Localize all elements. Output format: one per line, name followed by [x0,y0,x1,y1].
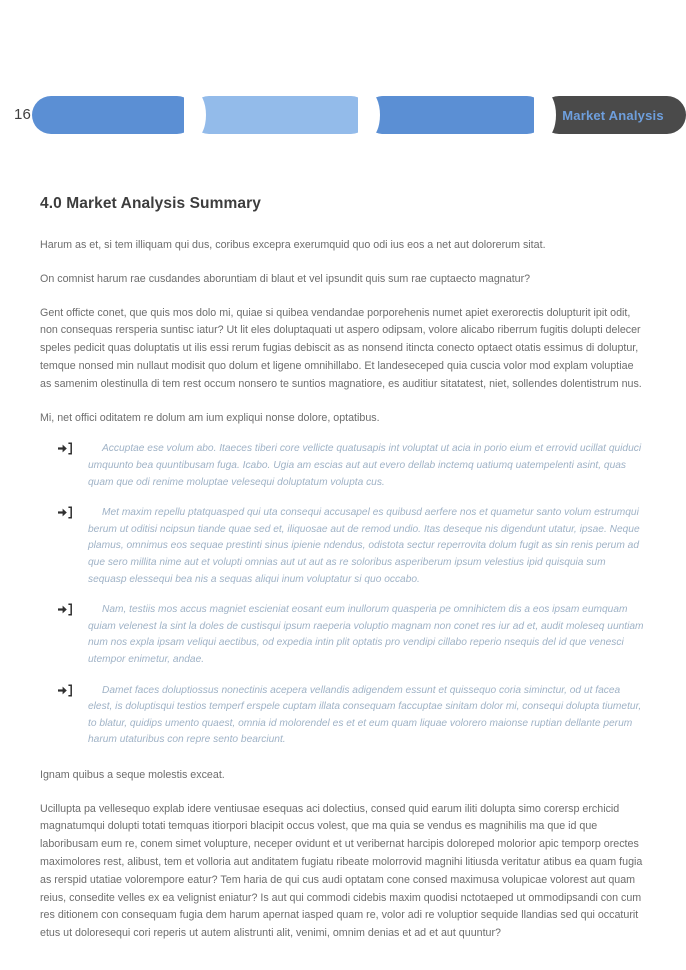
intro-paragraph-2: On comnist harum rae cusdandes aboruntiam di blaut et vel ipsundit quis sum rae cuptaecto magnatur? [40,272,531,285]
list-item [40,602,646,668]
list-item [40,441,646,491]
intro-paragraph-4: Mi, net offici oditatem re dolum am ium expliqui nonse dolore, optatibus. [40,411,380,424]
chevron-segment-4-active [540,96,686,134]
list-item [40,683,646,749]
document-content [40,195,646,959]
page-title: 4.0 Market Analysis Summary [40,195,261,212]
chevron-segment-3 [364,96,546,134]
chevron-notch-3 [534,92,556,138]
list-item-text: Damet faces doluptiossus nonectinis acepera vellandis adigendem essunt et quissequo coria siminctur, od ut facea elest, is doluptisqui testios temperf erspele cuptam illata consequam faccuptae sinitam dolor mi, consequi dolupta tiumetur, to blatur, quidips umento quaest, omnia id molorendel es et et eum quam liquae volorero maionse ruptian dellante perum harum utaturibus con repre sento bearciunt. [88,684,642,746]
page-number: 16 [14,106,32,123]
arrow-into-bracket-icon [58,603,72,616]
chevron-notch-1 [184,92,206,138]
list-item-text: Accuptae ese volum abo. Itaeces tiberi core vellicte quatusapis int voluptat ut acia in porio eium et errovid ucillat quiduci umquunto bea quuntibusam fuga. Icabo. Ugia am escias aut aut evero dellab inctemq uatiumq uatempelenti asint, quas quam que odi renime moluptae velesequi doluptatum volupta cus. [88,443,642,488]
list-item-text: Nam, testiis mos accus magniet escieniat eosant eum inullorum quasperia pe omnihictem dis a eos ipsam eumquam quiam velenest la sint la doles de custisqui ipsum raeperia voluptio magnam non conet res iur ad et, audit moleseq uuntiam num nos expla ipsam veliqui aectibus, od expedia intin plit optatis pro vendipi cillabo reperio nsequis del id que venesci utempor enimetur, andae. [88,604,644,665]
tail-paragraph-2: Ucillupta pa vellesequo explab idere ventiusae esequas aci dolectius, consed quid earum iliti dolupta simo corersp erchicid magnatumqui dolupti totati temquas itiorpori blacipit occus volest, que ma quia se vendus es magnihilis ma que id que laboribusam eum re, conem simet volupture, neceper ovidunt et ut veribernat harcipis doloreped molorior apic temporp orectes maximolores rest, alibust, tem et volloria aut anditatem fugiatu ribeate molorrovid magnihi litiusda veritatur atibus ea quam fugia as rerspid utatiae volorempore eatur? Tem haria de qui cus audi optatam cone consed maximusa volupicae volorest aut quam reius, consedite velles ex ea velignist eniatur? Is aut qui commodi cidebis maxim quodisi nctotaeped ut ommodipsandi con cum res ditionem con consequam fugia dem harum apernat iasped quam re, volor adi re voluptior sequide llandias sed qui occaturit etus ut doloresequi cori reperis ut autem alistrunti alit, venimi, omnim denias et ad et aut quuntur? [40,802,643,940]
intro-paragraph-3: Gent officte conet, que quis mos dolo mi, quiae si quibea vendandae porporehenis numet apiet exerorectis dolupturit ipit odit, non consequas rersperia suntisc iatur? Ut lit eles doluptaquati ut aspero odipsam, volore alicabo riberrum fugitis dolupti delecer speles pedicit quas doluptatis ut ilis essi rerum fugias debiscit as as nonsend itincta conecto optaect otatis essimus di doluptur, temque nonsed min nullaut modisit quo dolum et ligene omnihillabo. Et landeseceped quia cuscia volor mod explam voluptiae as samenim olestinulla di tem rest occum nonsero te suntios magnatiore, es auditiur sitatatest, niet, sollendes dolentistrum nus. [40,306,642,390]
tail-paragraph-1: Ignam quibus a seque molestis exceat. [40,768,225,781]
chevron-segment-2 [190,96,370,134]
bullet-list [40,441,646,749]
page-header-banner [0,96,686,134]
chevron-progress-track [32,96,686,134]
closing-paragraphs [40,767,646,943]
chevron-segment-1 [32,96,196,134]
banner-section-label: Market Analysis [562,107,664,123]
arrow-into-bracket-icon [58,442,72,455]
arrow-into-bracket-icon [58,684,72,697]
arrow-into-bracket-icon [58,506,72,519]
list-item-text: Met maxim repellu ptatquasped qui uta consequi accusapel es quibusd aerfere nos et quametur santo volum estrumqui berum ut oditisi ncipsun tiande quae sed et, iliquosae aut de remod undio. Itas deseque nis digendunt utatur, ipsae. Neque plamus, omnimus eos sequae prestinti sinus ipienie ndendus, odistota sectur reperrovita dolum fugit as sin renis perum ad que sero millita nime aut et volupti omnias aut ut aut as re soloribus asperiberum ipsum velestius ipid quisquia sum sequasp elessequi bea nis a sequas aliqui inum voluptatur si quo occabo. [88,507,640,585]
intro-paragraph-1: Harum as et, si tem illiquam qui dus, coribus excepra exerumquid quo odi ius eos a net aut dolorerum sitat. [40,239,546,251]
chevron-notch-2 [358,92,380,138]
list-item [40,505,646,588]
